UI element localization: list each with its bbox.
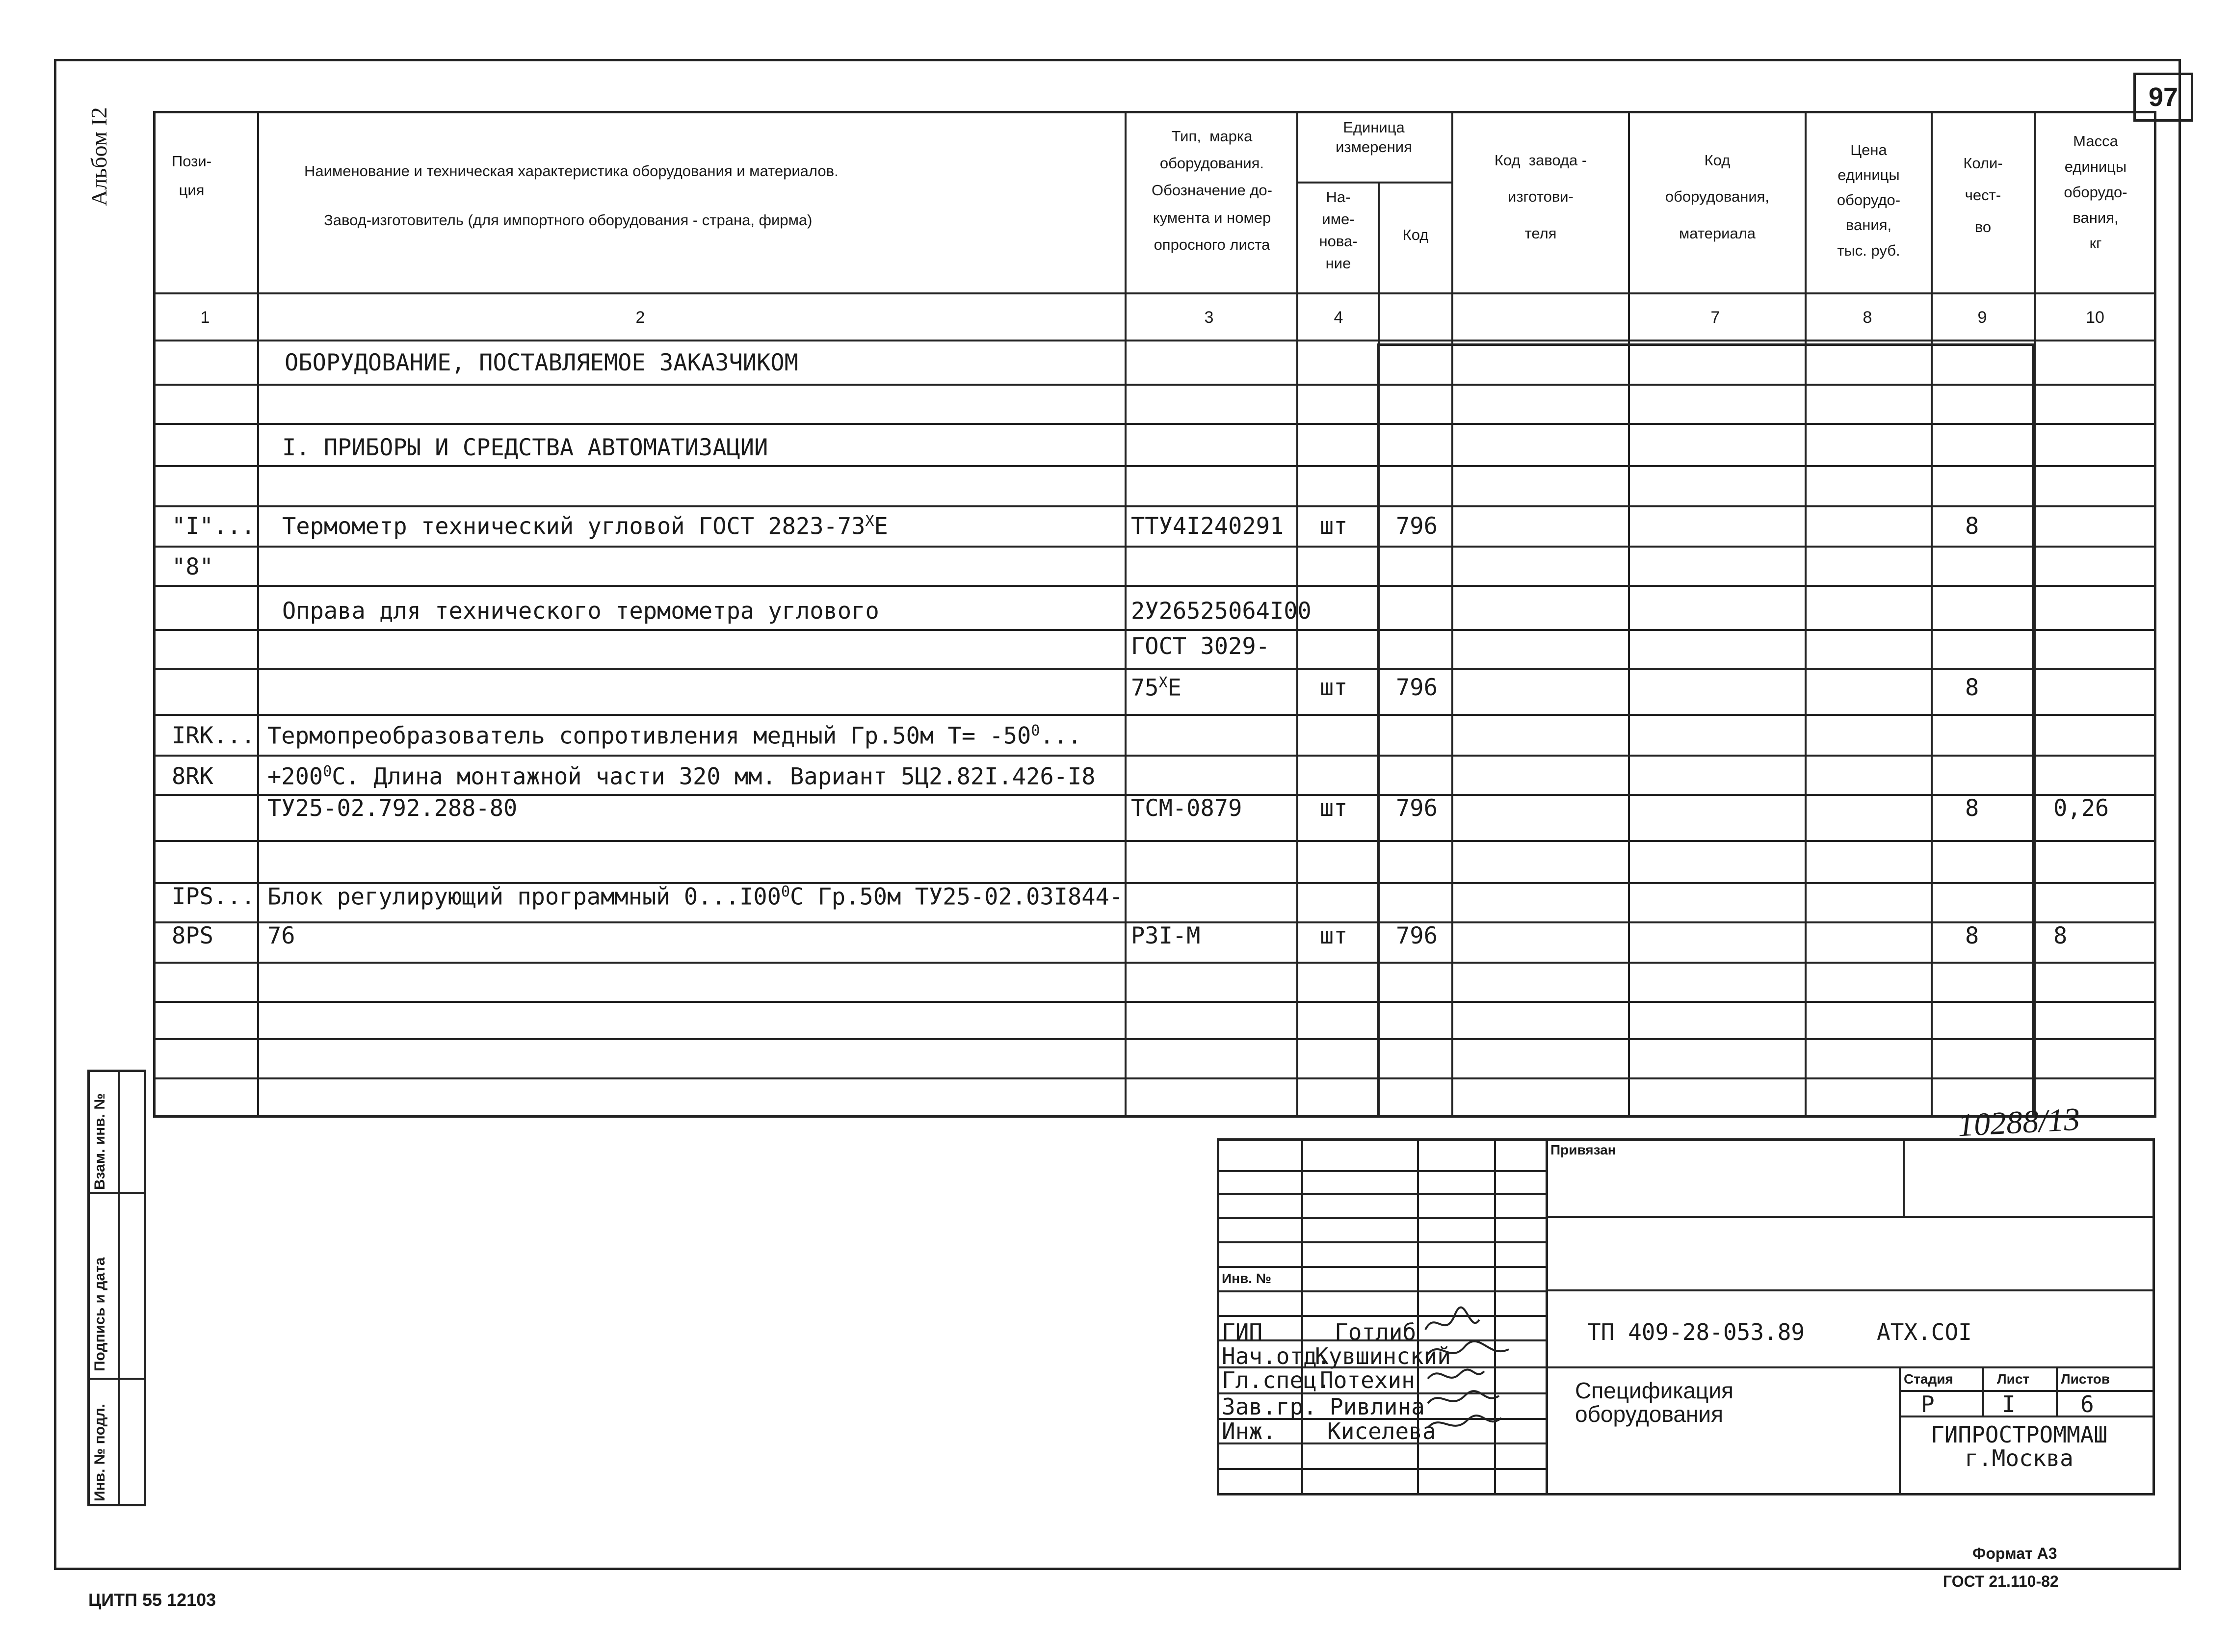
print-code: ЦИТП 55 12103 (88, 1590, 216, 1610)
tb-stage: Р (1921, 1391, 1935, 1417)
row3-quantity: 8 (1965, 795, 1979, 822)
tb-divider (1218, 1290, 1546, 1292)
tb-role: ГИП (1222, 1319, 1263, 1345)
row1-code: 796 (1396, 513, 1438, 540)
tb-role: Инж. (1222, 1418, 1276, 1444)
side-label-signature: Подпись и дата (92, 1257, 108, 1371)
row3-type: ТСМ-0879 (1131, 795, 1242, 822)
row2-type-line1: 2У26525064I00 (1131, 598, 1312, 625)
column-number: 1 (200, 308, 210, 327)
row-divider (154, 465, 2156, 467)
header-factory-code: Код завода - изготови- теля (1494, 152, 1587, 242)
tb-role: Гл.спец. (1222, 1367, 1331, 1393)
row-divider (154, 714, 2156, 716)
row3-position: IRК... (172, 722, 255, 749)
row3-mass: 0,26 (2053, 795, 2109, 822)
column-number: 3 (1204, 308, 1214, 327)
row-divider (154, 505, 2156, 507)
tb-divider (1218, 1170, 1546, 1172)
row-divider (154, 292, 2156, 294)
tb-name: Ривлина (1330, 1393, 1425, 1420)
row3-name-line3: ТУ25-02.792.288-80 (267, 795, 518, 822)
col-divider (257, 112, 259, 1117)
header-unit-name: На- име- нова- ние (1319, 188, 1358, 272)
format-label: Формат А3 (1972, 1545, 2057, 1562)
row3-position-end: 8RК (172, 763, 213, 790)
tb-sheets: 6 (2080, 1391, 2094, 1417)
row-divider (154, 668, 2156, 670)
row1-name: Термометр технический угловой ГОСТ $2823-73^XЕ$ (282, 513, 888, 540)
row2-type-line3: $75^XЕ$ (1131, 674, 1181, 702)
tb-divider (1218, 1193, 1546, 1195)
col-divider (1125, 112, 1127, 1117)
tb-stage-label: Стадия (1904, 1371, 1953, 1387)
row4-name-line1: Блок регулирующий программный $0...I00^0С$ Гр.50м ТУ25-02.03I844- (267, 883, 1124, 911)
gost-label: ГОСТ 21.110-82 (1943, 1573, 2059, 1590)
header-name-line2: Завод-изготовитель (для импортного оборудования - страна, фирма) (324, 211, 813, 229)
row4-quantity: 8 (1965, 922, 1979, 949)
tb-divider (1903, 1139, 1905, 1216)
tb-divider (1218, 1468, 1546, 1470)
row3-name-line1: Термопреобразователь сопротивления медный Гр.50м $Т= -50^0$... (267, 722, 1082, 750)
header-unit-group: Единица измерения (1336, 119, 1412, 156)
row-divider (154, 629, 2156, 631)
column-number: 9 (1977, 308, 1987, 327)
header-position: Пози- ция (172, 153, 212, 199)
row2-type-line2: ГОСТ 3029- (1131, 633, 1270, 660)
column-number: 2 (635, 308, 645, 327)
row3-name-line2: $+200^0С$. Длина монтажной части 320 мм. Вариант 5Ц2.82I.426-I8 (267, 763, 1096, 790)
row1-quantity: 8 (1965, 513, 1979, 540)
album-label: Альбом I2 (86, 107, 111, 206)
header-type: Тип, марка оборудования. Обозначение до- кумента и номер опросного листа (1152, 128, 1272, 253)
header-unit-price: Цена единицы оборудо- вания, тыс. руб. (1837, 141, 1901, 259)
row-divider (1296, 182, 1451, 184)
tb-divider (1218, 1241, 1546, 1243)
column-number: 4 (1334, 308, 1343, 327)
row-divider (154, 423, 2156, 425)
tb-divider (1899, 1416, 2154, 1417)
header-name-line1: Наименование и техническая характеристика оборудования и материалов. (304, 162, 839, 180)
row-divider (154, 1038, 2156, 1040)
row1-position-end: "8" (172, 553, 213, 580)
tb-sheet-label: Лист (1997, 1371, 2030, 1387)
row1-unit: шт (1320, 513, 1348, 540)
row-divider (154, 340, 2156, 341)
signatures (1420, 1300, 1548, 1447)
row-divider (154, 962, 2156, 964)
tb-sheet: I (2002, 1391, 2016, 1417)
tb-divider (2056, 1366, 2058, 1416)
row-divider (154, 384, 2156, 386)
tb-divider (1899, 1366, 1901, 1495)
side-divider (118, 1071, 120, 1505)
row2-name: Оправа для технического термометра углового (282, 598, 879, 625)
tb-divider (1218, 1217, 1546, 1219)
row-divider (154, 1077, 2156, 1079)
row4-mass: 8 (2053, 922, 2068, 949)
tb-divider (1899, 1390, 2154, 1392)
tb-divider (1301, 1139, 1303, 1495)
tb-sheets-label: Листов (2061, 1371, 2110, 1387)
column-number: 8 (1863, 308, 1872, 327)
tb-divider (1218, 1266, 1546, 1268)
row4-name-line2: 76 (267, 922, 295, 949)
row-divider (154, 546, 2156, 548)
handwritten-number: 10288/13 (1957, 1101, 2081, 1144)
row4-unit: шт (1320, 922, 1348, 949)
tb-divider (1547, 1216, 2154, 1218)
tb-role: Нач.отд. (1222, 1343, 1331, 1369)
column-number: 7 (1710, 308, 1720, 327)
row-divider (154, 755, 2156, 757)
header-quantity: Коли- чест- во (1963, 155, 2003, 236)
tb-document-title: Спецификация оборудования (1575, 1378, 1733, 1427)
section-title: ОБОРУДОВАНИЕ, ПОСТАВЛЯЕМОЕ ЗАКАЗЧИКОМ (285, 349, 798, 376)
row2-unit: шт (1320, 674, 1348, 701)
row-divider (154, 1001, 2156, 1003)
side-divider (88, 1378, 145, 1380)
side-label-inventory: Инв. № подл. (92, 1403, 108, 1501)
tb-name: Киселева (1327, 1418, 1436, 1444)
row-divider (154, 585, 2156, 587)
tb-divider (1982, 1366, 1984, 1416)
row1-position: "I"... (172, 513, 255, 540)
header-unit-mass: Масса единицы оборудо- вания, кг (2064, 132, 2127, 252)
sheet-number: 97 (2133, 73, 2193, 122)
row2-quantity: 8 (1965, 674, 1979, 701)
row-divider (154, 840, 2156, 842)
tb-role: Зав.гр. (1222, 1393, 1317, 1420)
tb-document-mark: АТХ.СОI (1877, 1319, 1972, 1345)
side-divider (88, 1192, 145, 1194)
row4-position-end: 8PS (172, 922, 213, 949)
row3-unit: шт (1320, 795, 1348, 822)
column-number: 10 (2086, 308, 2104, 327)
row4-type: РЗI-М (1131, 922, 1201, 949)
tb-name: Кувшинский (1315, 1343, 1451, 1369)
tb-inventory-label: Инв. № (1222, 1271, 1272, 1286)
tb-divider (1547, 1289, 2154, 1291)
tb-name: Готлиб (1335, 1319, 1417, 1345)
header-unit-code: Код (1402, 226, 1429, 243)
row3-code: 796 (1396, 795, 1438, 822)
subsection-title: I. ПРИБОРЫ И СРЕДСТВА АВТОМАТИЗАЦИИ (282, 434, 768, 461)
tb-name: Потехин (1320, 1367, 1415, 1393)
row4-code: 796 (1396, 922, 1438, 949)
tb-organization: ГИПРОСТРОММАШ г.Москва (1931, 1421, 2108, 1472)
tb-document-code: ТП 409-28-053.89 (1587, 1319, 1805, 1345)
tb-privyazan: Привязан (1550, 1142, 1616, 1157)
row4-position: IPS... (172, 883, 255, 910)
side-label-replacement: Взам. инв. № (92, 1093, 108, 1190)
tb-divider (1547, 1366, 2154, 1368)
row2-code: 796 (1396, 674, 1438, 701)
row1-type: ТТУ4I240291 (1131, 513, 1284, 540)
header-equipment-code: Код оборудования, материала (1665, 152, 1770, 242)
